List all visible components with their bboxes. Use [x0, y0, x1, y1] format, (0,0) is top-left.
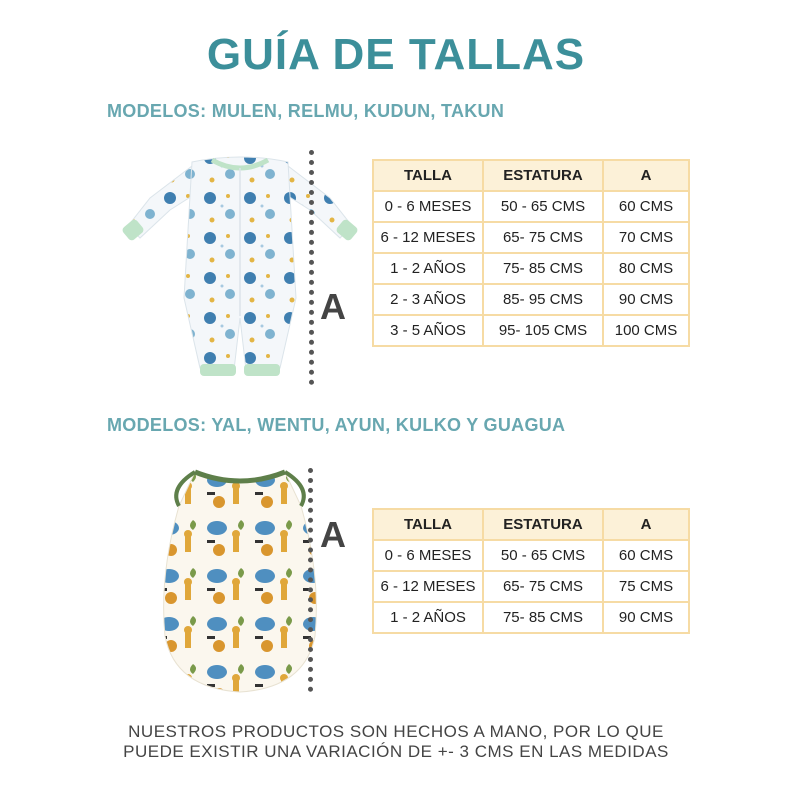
header-estatura: ESTATURA: [483, 509, 603, 540]
table-row: [373, 222, 689, 253]
table-header-row: [373, 160, 689, 191]
sleep-bag-image: [155, 466, 325, 696]
disclaimer-line-1: NUESTROS PRODUCTOS SON HECHOS A MANO, POR LO QUE: [128, 722, 664, 741]
table-row: [373, 602, 689, 633]
cell-estatura: 65- 75 CMS: [483, 571, 603, 602]
cell-a: 90 CMS: [603, 284, 689, 315]
cell-talla: 2 - 3 AÑOS: [373, 284, 483, 315]
cell-a: 75 CMS: [603, 571, 689, 602]
cell-a: 100 CMS: [603, 315, 689, 346]
cell-estatura: 85- 95 CMS: [483, 284, 603, 315]
cell-a: 60 CMS: [603, 540, 689, 571]
cell-talla: 3 - 5 AÑOS: [373, 315, 483, 346]
table-row: [373, 571, 689, 602]
cell-talla: 6 - 12 MESES: [373, 571, 483, 602]
cell-talla: 6 - 12 MESES: [373, 222, 483, 253]
disclaimer-line-2: PUEDE EXISTIR UNA VARIACIÓN DE +- 3 CMS EN LAS MEDIDAS: [123, 742, 669, 761]
cell-talla: 0 - 6 MESES: [373, 540, 483, 571]
handmade-disclaimer: [0, 722, 792, 762]
header-talla: TALLA: [373, 160, 483, 191]
table-header-row: [373, 509, 689, 540]
cell-a: 80 CMS: [603, 253, 689, 284]
header-estatura: ESTATURA: [483, 160, 603, 191]
cell-a: 90 CMS: [603, 602, 689, 633]
table-row: [373, 191, 689, 222]
measure-a-label-2: A: [320, 514, 346, 555]
size-table-1: [372, 159, 690, 347]
cell-estatura: 65- 75 CMS: [483, 222, 603, 253]
cell-estatura: 50 - 65 CMS: [483, 540, 603, 571]
page-title: GUÍA DE TALLAS: [206, 30, 586, 79]
table-row: [373, 284, 689, 315]
cell-estatura: 75- 85 CMS: [483, 602, 603, 633]
header-a: A: [603, 509, 689, 540]
header-talla: TALLA: [373, 509, 483, 540]
table-row: [373, 315, 689, 346]
size-table-2: [372, 508, 690, 634]
table-row: [373, 253, 689, 284]
cell-talla: 1 - 2 AÑOS: [373, 253, 483, 284]
measure-a-label-1: A: [320, 286, 346, 327]
cell-estatura: 95- 105 CMS: [483, 315, 603, 346]
cell-talla: 0 - 6 MESES: [373, 191, 483, 222]
models-label-2: MODELOS: YAL, WENTU, AYUN, KULKO Y GUAGUA: [107, 415, 566, 435]
measure-line-1: [309, 150, 314, 385]
models-label-1: MODELOS: MULEN, RELMU, KUDUN, TAKUN: [107, 101, 505, 121]
sleep-sack-legs-image: [120, 148, 360, 388]
table-row: [373, 540, 689, 571]
measure-line-2: [308, 468, 313, 692]
cell-a: 70 CMS: [603, 222, 689, 253]
header-a: A: [603, 160, 689, 191]
cell-a: 60 CMS: [603, 191, 689, 222]
cell-talla: 1 - 2 AÑOS: [373, 602, 483, 633]
cell-estatura: 75- 85 CMS: [483, 253, 603, 284]
cell-estatura: 50 - 65 CMS: [483, 191, 603, 222]
